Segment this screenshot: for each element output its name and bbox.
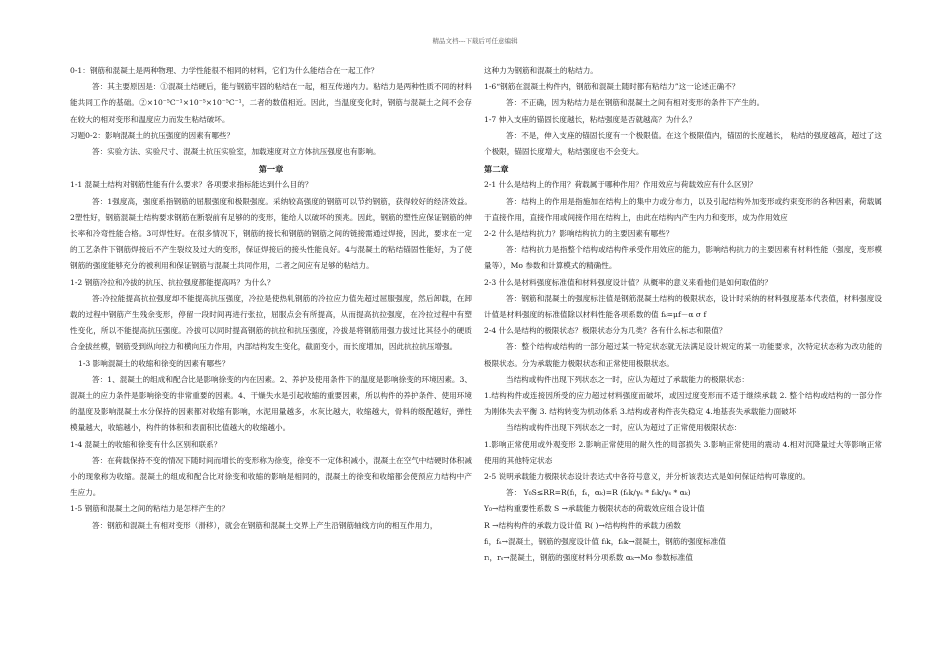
- right-paragraph: 1-6“钢筋在混凝土构件内，钢筋和混凝土随时都有粘结力”这一论述正确不？: [484, 82, 740, 92]
- right-paragraph: 2-1 什么是结构上的作用？荷载属于哪种作用？作用效应与荷载效应有什么区别？: [484, 180, 757, 190]
- left-paragraph: 答：钢筋和混凝土有相对变形（滑移），就会在钢筋和混凝土交界上产生沿钢筋轴线方向的相互作用力，: [92, 520, 438, 530]
- left-paragraph: 答：1强度高，强度系指钢筋的屈服强度和极限强度。采纳较高强度的钢筋可以节约钢筋，获得较好的经济效益。2塑性好，钢筋混凝土结构要求钢筋在断裂前有足够的的变形，能给人以破坏的预兆。因此，钢筋的塑性应保证钢筋的伸长率和冷弯性能合格。3可焊性好。在很多情况下，钢筋的接长和钢筋的钢筋之间的链接需通过焊接，因此，要求在一定的工艺条件下钢筋焊接后不产生裂纹及过大的变形，保证焊接后的接头性能良好。4与混凝土的粘结锚固性能好，为了使钢筋的强度能够充分的被利用和保证钢筋与混凝土共同作用，二者之间应有足够的粘结力。: [70, 196, 472, 271]
- right-paragraph: 1-7 伸入支座的锚固长度越长，粘结强度是否就越高？为什么？: [484, 114, 697, 124]
- right-paragraph: R →结构构件的承载力设计值 R( )→结构构件的承载力函数: [484, 520, 681, 530]
- left-paragraph: 1-2 钢筋冷拉和冷拔的抗压、抗拉强度都能提高吗？为什么？: [70, 277, 275, 287]
- left-paragraph: 1-3 影响混凝土的收缩和徐变的因素有哪些？: [78, 358, 230, 368]
- chapter-heading: 第二章: [484, 164, 509, 175]
- right-paragraph: 当结构或构件出现下列状态之一时，应认为超过了正常使用极限状态：: [506, 423, 742, 433]
- right-paragraph: 当结构或构件出现下列状态之一时，应认为超过了承载能力的极限状态：: [506, 374, 749, 384]
- left-paragraph: 答：其主要原因是：①混凝土结硬后，能与钢筋牢固的粘结在一起，相互传递内力。粘结力是两种性质不同的材料能共同工作的基础。②×10⁻⁵C⁻¹×10⁻⁵×10⁻⁵C⁻¹，二者的数值相近。因此，当温度变化时，钢筋与混凝土之间不会存在较大的相对变形和温度应力而发生粘结破坏。: [70, 82, 472, 124]
- right-paragraph: 答：整个结构或结构的一部分超过某一特定状态就无法满足设计规定的某一功能要求，次特定状态称为改功能的极限状态。分为承载能力极限状态和正常使用极限状态。: [484, 342, 882, 368]
- right-paragraph: rₗ，rₛ→混凝土，钢筋的强度材料分项系数 αₖ→Mo 参数标准值: [484, 553, 693, 563]
- right-paragraph: 答：不是，伸入支座的锚固长度有一个极限值。在这个极限值内，锚固的长度越长， 粘结的强度越高，超过了这个极限，锚固长度增大，粘结强度也不会变大。: [484, 130, 882, 157]
- left-paragraph: 答：实验方法、实验尺寸、混凝土抗压实验室，加载速度对立方体抗压强度也有影响。: [92, 147, 381, 157]
- right-column: [484, 63, 882, 566]
- right-paragraph: 答：钢筋和混凝土的强度标注值是钢筋混凝土结构的极限状态，设计时采纳的材料强度基本代表值，材料强度设计值是材料强度的标准值除以材料性能各项系数的值 fₖ=μf－α σ f: [484, 293, 882, 320]
- left-paragraph: 答:冷拉能提高抗拉强度却不能提高抗压强度，冷拉是使热轧钢筋的冷拉应力值先超过屈服强度，然后卸载，在卸载的过程中钢筋产生残余变形，停留一段时间再进行张拉，屈服点会有所提高，从而提高抗拉强度，在冷拉过程中有塑性变化，所以不能提高抗压强度。冷拔可以同时提高钢筋的抗拉和抗压强度，冷拔是将钢筋用强力拔过比其径小的硬质合金拔丝模，钢筋受到纵向拉力和横向压力作用，内部结构发生变化，截面变小，而长度增加，因此抗拉抗压增强。: [70, 293, 472, 352]
- left-paragraph: 0-1：钢筋和混凝土是两种物理、力学性能很不相同的材料，它们为什么能结合在一起工作？: [70, 66, 379, 75]
- right-paragraph: 这种力为钢筋和混凝土的粘结力。: [484, 66, 598, 75]
- chapter-heading: 第一章: [258, 164, 284, 175]
- right-paragraph: 2-4 什么是结构的极限状态？极限状态分为几类？各有什么标志和限值？: [484, 326, 727, 336]
- left-paragraph: 1-4 混凝土的收缩和徐变有什么区别和联系？: [70, 439, 222, 449]
- left-paragraph: 习题0-2：影响混凝土的抗压强度的因素有哪些？: [70, 130, 235, 140]
- left-paragraph: 1-1 混凝土结构对钢筋性能有什么要求？各项要求指标能达到什么目的？: [70, 180, 313, 190]
- left-paragraph: 答：1、混凝土的组成和配合比是影响徐变的内在因素。2、养护及使用条件下的温度是影响徐变的环境因素。3、混凝土的应力条件是影响徐变的非常重要的因素。4、干燥失水是引起收缩的重要因素，所以构件的养护条件、使用环境的温度及影响混凝土水分保持的因素都对收缩有影响，水泥用量越多，水灰比越大，收缩越大，骨料的级配越好，弹性模量越大，收缩越小，构件的体积和表面积比值越大的收缩越小。: [70, 374, 472, 433]
- right-paragraph: Υ₀→结构重要性系数 S →承载能力极限状态的荷载效应组合设计值: [484, 504, 705, 514]
- right-paragraph: 1.影响正常使用或外观变形 2.影响正常使用的耐久性的局部损失 3.影响正常使用的震动 4.相对沉降量过大等影响正常使用的其他特定状态: [484, 439, 882, 465]
- right-paragraph: fₗ，fₛ→混凝土，钢筋的强度设计值 fₗk，fₛk→混凝土，钢筋的强度标准值: [484, 536, 726, 546]
- right-paragraph: 答：结构上的作用是指施加在结构上的集中力或分布力，以及引起结构外加变形或约束变形的各种因素，荷载属于直接作用，直接作用或间接作用在结构上，由此在结构内产生内力和变形，成为作用效应: [484, 196, 882, 222]
- right-paragraph: 答：不正确，因为粘结力是在钢筋和混凝土之间有相对变形的条件下产生的。: [506, 98, 765, 108]
- right-paragraph: 2-5 说明承载能力极限状态设计表达式中各符号意义，并分析该表达式是如何保证结构可靠度的。: [484, 472, 810, 482]
- right-paragraph: 答：结构抗力是指整个结构或结构件承受作用效应的能力，影响结构抗力的主要因素有材料性能（强度，变形模量等），Mo 参数和计算模式的精确性。: [484, 245, 882, 271]
- left-paragraph: 答：在荷载保持不变的情况下随时间而增长的变形称为徐变，徐变不一定体积减小，混凝土在空气中结硬时体积减小的现象称为收缩。混凝土的组成和配合比对徐变和收缩的影响是相同的，混凝土的徐变和收缩都会使预应力结构中产生应力。: [70, 455, 472, 498]
- left-column: [70, 63, 472, 534]
- right-paragraph: 2-2 什么是结构抗力？影响结构抗力的主要因素有哪些？: [484, 229, 674, 239]
- right-paragraph: 答： Υ₀S≤RR=R(fₗ，fₛ，αₖ)=R (fₛk/γₛ * fₛk/γₛ * αₖ): [506, 488, 691, 498]
- right-paragraph: 1.结构构件或连接因所受的应力超过材料强度而破坏，或因过度变形而不适于继续承载 2. 整个结构或结构的一部分作为刚体失去平衡 3. 结构转变为机动体系 3.结构或者构件丧失稳定 4.地基丧失承载能力面破坏: [484, 391, 882, 417]
- right-paragraph: 2-3 什么是材料强度标准值和材料强度设计值？从概率的意义来看他们是如何取值的？: [484, 277, 773, 287]
- page-header: 精品文档---下载后可任意编辑: [432, 37, 518, 45]
- left-paragraph: 1-5 钢筋和混凝土之间的粘结力是怎样产生的？: [70, 504, 229, 514]
